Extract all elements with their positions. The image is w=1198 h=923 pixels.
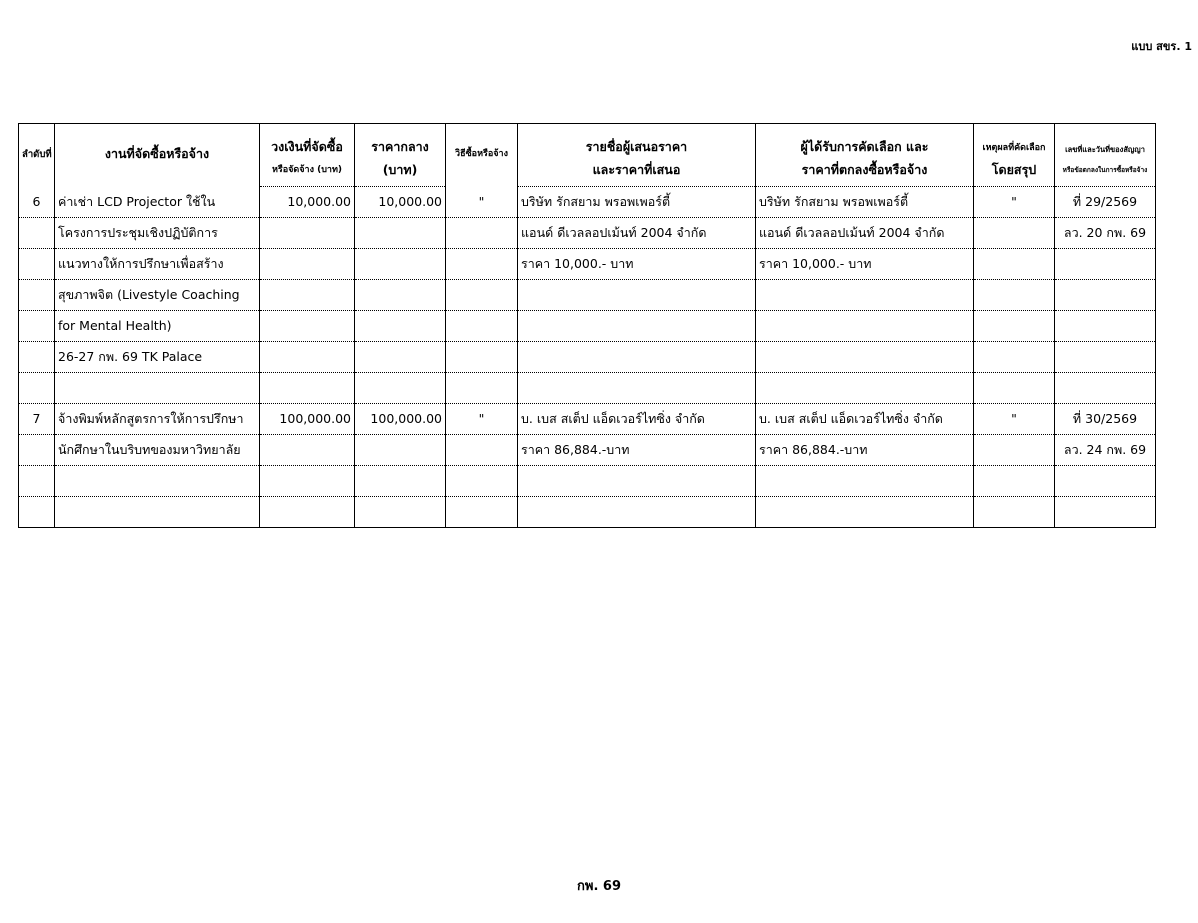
table-row (19, 311, 1156, 342)
cell-winner (756, 311, 974, 342)
footer-date: กพ. 69 (577, 879, 621, 894)
cell-winner (756, 280, 974, 311)
table-row (19, 218, 1156, 249)
cell-budget (260, 373, 355, 404)
cell-reason (974, 373, 1055, 404)
cell-median (355, 311, 446, 342)
cell-reason: " (974, 404, 1055, 435)
cell-winner: บริษัท รักสยาม พรอพเพอร์ตี้ (756, 187, 974, 218)
cell-contract: ลว. 24 กพ. 69 (1055, 435, 1156, 466)
cell-method (446, 249, 518, 280)
cell-winner (756, 497, 974, 528)
cell-contract (1055, 249, 1156, 280)
cell-item: โครงการประชุมเชิงปฏิบัติการ (55, 218, 260, 249)
cell-item: สุขภาพจิต (Livestyle Coaching (55, 280, 260, 311)
cell-method (446, 342, 518, 373)
cell-bidders (518, 311, 756, 342)
table-row (19, 466, 1156, 497)
cell-median (355, 342, 446, 373)
header-median-line2: (บาท) (355, 155, 446, 187)
cell-method (446, 373, 518, 404)
cell-reason (974, 466, 1055, 497)
header-bidders-line2: และราคาที่เสนอ (518, 155, 756, 187)
cell-contract: ที่ 30/2569 (1055, 404, 1156, 435)
header-winner-line2: ราคาที่ตกลงซื้อหรือจ้าง (756, 155, 974, 187)
cell-median: 10,000.00 (355, 187, 446, 218)
header-reason-line1: เหตุผลที่คัดเลือก (974, 124, 1055, 156)
table-row (19, 280, 1156, 311)
cell-median (355, 249, 446, 280)
cell-bidders: บ. เบส สเต็ป แอ็ดเวอร์ไทซิ่ง จำกัด (518, 404, 756, 435)
cell-item (55, 373, 260, 404)
cell-method: " (446, 187, 518, 218)
cell-budget (260, 497, 355, 528)
cell-contract: ที่ 29/2569 (1055, 187, 1156, 218)
cell-bidders: ราคา 86,884.-บาท (518, 435, 756, 466)
cell-budget (260, 311, 355, 342)
cell-contract (1055, 311, 1156, 342)
cell-winner (756, 373, 974, 404)
cell-budget (260, 435, 355, 466)
cell-winner (756, 342, 974, 373)
cell-method (446, 311, 518, 342)
cell-budget: 100,000.00 (260, 404, 355, 435)
header-winner-line1: ผู้ได้รับการคัดเลือก และ (756, 124, 974, 156)
cell-winner (756, 466, 974, 497)
form-code: แบบ สขร. 1 (1131, 40, 1192, 53)
cell-median (355, 280, 446, 311)
table-row (19, 187, 1156, 218)
cell-item: นักศึกษาในบริบทของมหาวิทยาลัย (55, 435, 260, 466)
cell-reason (974, 342, 1055, 373)
cell-seq (19, 373, 55, 404)
cell-bidders (518, 466, 756, 497)
header-median-line1: ราคากลาง (355, 124, 446, 156)
cell-method (446, 466, 518, 497)
table-row (19, 435, 1156, 466)
cell-median (355, 466, 446, 497)
cell-budget (260, 249, 355, 280)
cell-seq: 7 (19, 404, 55, 435)
cell-item: จ้างพิมพ์หลักสูตรการให้การปรึกษา (55, 404, 260, 435)
cell-seq (19, 218, 55, 249)
cell-seq (19, 311, 55, 342)
cell-method (446, 435, 518, 466)
cell-contract (1055, 280, 1156, 311)
cell-reason (974, 497, 1055, 528)
cell-item: for Mental Health) (55, 311, 260, 342)
cell-seq (19, 280, 55, 311)
cell-method: " (446, 404, 518, 435)
header-method: วิธีซื้อหรือจ้าง (446, 124, 518, 187)
cell-bidders (518, 342, 756, 373)
cell-reason (974, 435, 1055, 466)
table-row (19, 342, 1156, 373)
cell-contract (1055, 342, 1156, 373)
cell-contract: ลว. 20 กพ. 69 (1055, 218, 1156, 249)
header-budget-line2: หรือจัดจ้าง (บาท) (260, 155, 355, 187)
cell-budget: 10,000.00 (260, 187, 355, 218)
cell-reason (974, 311, 1055, 342)
cell-median (355, 218, 446, 249)
cell-method (446, 497, 518, 528)
cell-contract (1055, 466, 1156, 497)
cell-winner: ราคา 10,000.- บาท (756, 249, 974, 280)
header-contract-line2: หรือข้อตกลงในการซื้อหรือจ้าง (1055, 155, 1156, 187)
header-budget-line1: วงเงินที่จัดซื้อ (260, 124, 355, 156)
cell-bidders (518, 373, 756, 404)
header-seq: ลำดับที่ (19, 124, 55, 187)
cell-median (355, 373, 446, 404)
cell-seq (19, 466, 55, 497)
cell-winner: บ. เบส สเต็ป แอ็ดเวอร์ไทซิ่ง จำกัด (756, 404, 974, 435)
cell-item: แนวทางให้การปรึกษาเพื่อสร้าง (55, 249, 260, 280)
cell-budget (260, 342, 355, 373)
cell-item (55, 497, 260, 528)
cell-median (355, 497, 446, 528)
header-contract-line1: เลขที่และวันที่ของสัญญา (1055, 124, 1156, 156)
cell-reason (974, 249, 1055, 280)
cell-reason (974, 218, 1055, 249)
cell-method (446, 218, 518, 249)
cell-seq (19, 497, 55, 528)
table-row (19, 249, 1156, 280)
cell-item: ค่าเช่า LCD Projector ใช้ใน (55, 187, 260, 218)
procurement-table (18, 123, 1156, 528)
cell-seq (19, 435, 55, 466)
cell-contract (1055, 373, 1156, 404)
cell-contract (1055, 497, 1156, 528)
cell-seq (19, 342, 55, 373)
header-item: งานที่จัดซื้อหรือจ้าง (55, 124, 260, 187)
cell-item (55, 466, 260, 497)
cell-winner: แอนด์ ดีเวลลอปเม้นท์ 2004 จำกัด (756, 218, 974, 249)
cell-bidders: แอนด์ ดีเวลลอปเม้นท์ 2004 จำกัด (518, 218, 756, 249)
cell-budget (260, 466, 355, 497)
table-row (19, 404, 1156, 435)
cell-winner: ราคา 86,884.-บาท (756, 435, 974, 466)
cell-median: 100,000.00 (355, 404, 446, 435)
cell-budget (260, 218, 355, 249)
cell-bidders: บริษัท รักสยาม พรอพเพอร์ตี้ (518, 187, 756, 218)
table-row (19, 497, 1156, 528)
header-row (19, 124, 1156, 156)
cell-reason (974, 280, 1055, 311)
cell-reason: " (974, 187, 1055, 218)
header-reason-line2: โดยสรุป (974, 155, 1055, 187)
cell-bidders (518, 280, 756, 311)
cell-median (355, 435, 446, 466)
table-row (19, 373, 1156, 404)
header-bidders-line1: รายชื่อผู้เสนอราคา (518, 124, 756, 156)
cell-bidders: ราคา 10,000.- บาท (518, 249, 756, 280)
cell-method (446, 280, 518, 311)
cell-budget (260, 280, 355, 311)
cell-seq (19, 249, 55, 280)
cell-bidders (518, 497, 756, 528)
cell-item: 26-27 กพ. 69 TK Palace (55, 342, 260, 373)
cell-seq: 6 (19, 187, 55, 218)
